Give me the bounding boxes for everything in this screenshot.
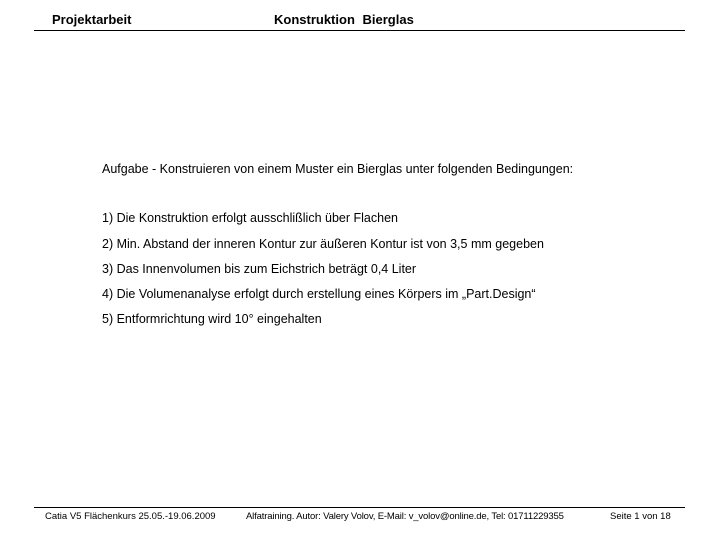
header-divider bbox=[34, 30, 685, 31]
page-title: Konstruktion Bierglas bbox=[274, 12, 414, 27]
task-description: Aufgabe - Konstruieren von einem Muster ein Bierglas unter folgenden Bedingungen: bbox=[102, 162, 574, 176]
condition-item: 3) Das Innenvolumen bis zum Eichstrich beträgt 0,4 Liter bbox=[102, 262, 417, 276]
condition-item: 4) Die Volumenanalyse erfolgt durch erstellung eines Körpers im „Part.Design“ bbox=[102, 287, 536, 301]
footer-page-number: Seite 1 von 18 bbox=[610, 511, 671, 522]
condition-item: 1) Die Konstruktion erfolgt ausschlißlich über Flachen bbox=[102, 211, 398, 225]
footer-course: Catia V5 Flächenkurs 25.05.-19.06.2009 bbox=[45, 511, 216, 522]
condition-item: 2) Min. Abstand der inneren Kontur zur äußeren Kontur ist von 3,5 mm gegeben bbox=[102, 237, 544, 251]
condition-item: 5) Entformrichtung wird 10° eingehalten bbox=[102, 312, 322, 326]
footer-divider bbox=[34, 507, 685, 508]
header-left-label: Projektarbeit bbox=[52, 12, 132, 27]
footer-contact: Alfatraining. Autor: Valery Volov, E-Mail: v_volov@online.de, Tel: 01711229355 bbox=[246, 511, 564, 522]
